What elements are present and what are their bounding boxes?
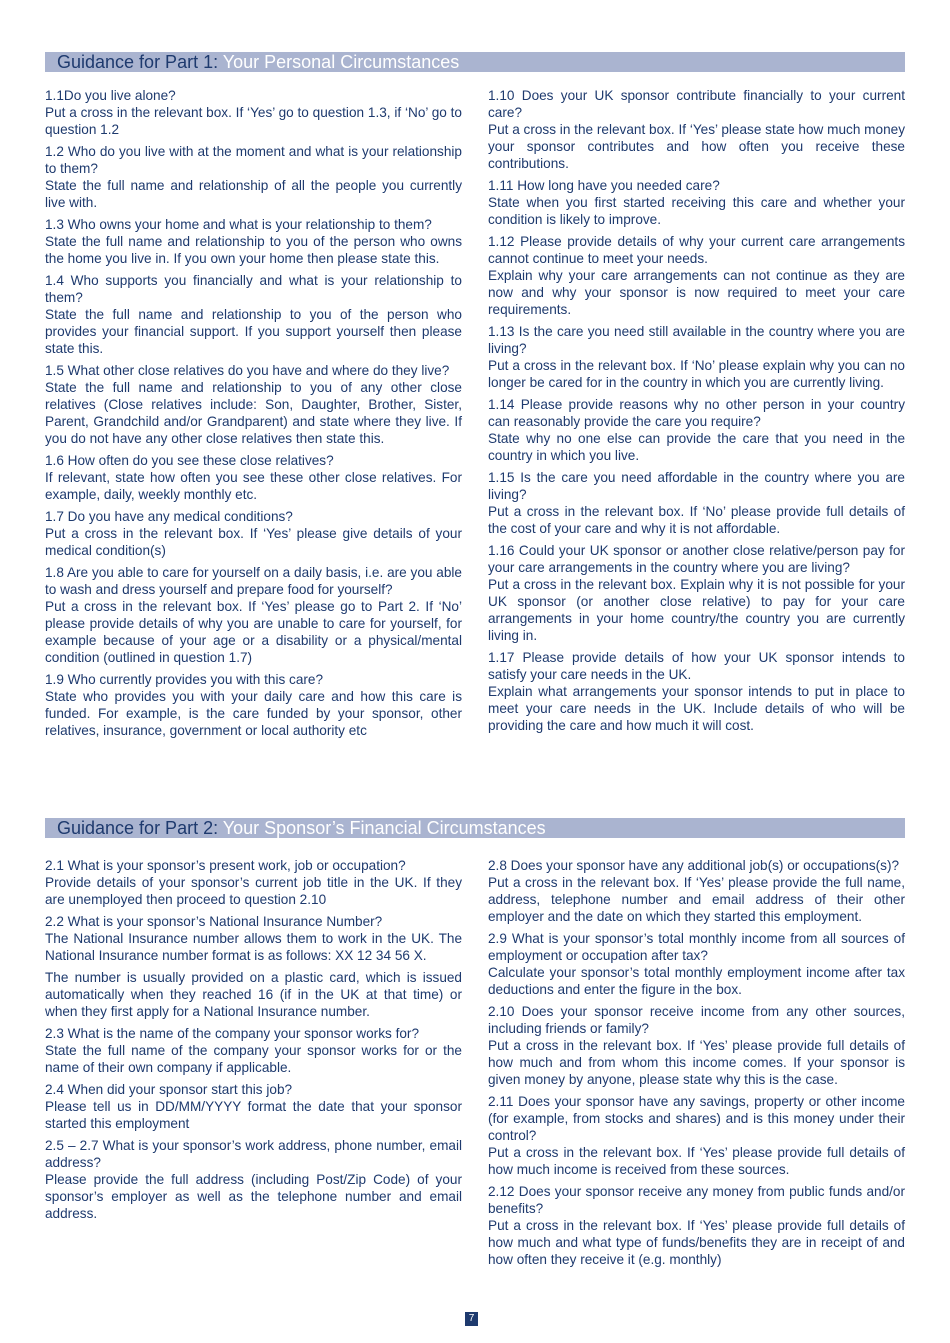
part1-right-column <box>488 87 905 739</box>
part2-title-rest: Your Sponsor’s Financial Circumstances <box>222 818 546 838</box>
question-text: 2.10 Does your sponsor receive income from any other sources, including friends or family? <box>488 1004 905 1036</box>
part1-title-rest: Your Personal Circumstances <box>222 52 460 72</box>
guidance-item <box>488 1093 905 1178</box>
guidance-item <box>45 1137 462 1222</box>
guidance-item <box>45 87 462 138</box>
guidance-text: Put a cross in the relevant box. If ‘Yes’ please give details of your medical condition(s) <box>45 526 462 558</box>
guidance-item <box>45 857 462 908</box>
question-text: 1.7 Do you have any medical conditions? <box>45 509 293 524</box>
guidance-item <box>488 649 905 734</box>
guidance-text: Put a cross in the relevant box. If ‘Yes’ please provide the full name, address, telephone number and email address of their other employer and the date on which they started this employment. <box>488 875 905 924</box>
guidance-text: Put a cross in the relevant box. If ‘Yes’ please provide full details of how much and what type of funds/benefits they are in receipt of and how often they receive it (e.g. monthly) <box>488 1218 905 1267</box>
guidance-item <box>488 469 905 537</box>
page-number: 7 <box>465 1312 478 1326</box>
guidance-text: Explain what arrangements your sponsor intends to put in place to meet your care needs in the UK. Include details of who will be providing the care and how much it will cost. <box>488 684 905 733</box>
part2-section-header <box>45 818 905 838</box>
guidance-item <box>45 969 462 1020</box>
guidance-text: Provide details of your sponsor’s current job title in the UK. If they are unemployed then proceed to question 2.10 <box>45 875 462 907</box>
question-text: 2.2 What is your sponsor’s National Insurance Number? <box>45 914 383 929</box>
question-text: 2.4 When did your sponsor start this job? <box>45 1082 293 1097</box>
question-text: 2.11 Does your sponsor have any savings, property or other income (for example, from stocks and shares) and is this money under their control? <box>488 1094 905 1143</box>
guidance-text: State the full name and relationship to you of any other close relatives (Close relatives include: Son, Daughter, Brother, Sister, Parent, Grandchild and/or Grandparent) and state where they live. If you do not have any other close relatives then state this. <box>45 380 462 446</box>
guidance-text: State who provides you with your daily care and how this care is funded. For example, is the care funded by your sponsor, other relatives, insurance, government or local authority etc <box>45 689 462 738</box>
question-text: 1.11 How long have you needed care? <box>488 178 720 193</box>
guidance-item <box>488 542 905 644</box>
question-text: 1.10 Does your UK sponsor contribute financially to your current care? <box>488 88 905 120</box>
guidance-text: Please provide the full address (including Post/Zip Code) of your sponsor’s employer as well as the telephone number and email address. <box>45 1172 462 1221</box>
guidance-text: The National Insurance number allows them to work in the UK. The National Insurance number format is as follows: XX 12 34 56 X. <box>45 931 462 963</box>
guidance-item <box>488 323 905 391</box>
guidance-text: Put a cross in the relevant box. If ‘No’ please provide full details of the cost of your care and why it is not affordable. <box>488 504 905 536</box>
guidance-item <box>45 362 462 447</box>
question-text: 1.12 Please provide details of why your current care arrangements cannot continue to meet your needs. <box>488 234 905 266</box>
guidance-text: If relevant, state how often you see these other close relatives. For example, daily, weekly monthly etc. <box>45 470 462 502</box>
guidance-text: State the full name and relationship to you of the person who provides your financial support. If you support yourself then please state this. <box>45 307 462 356</box>
guidance-text: State the full name of the company your sponsor works for or the name of their own company if applicable. <box>45 1043 462 1075</box>
part1-section-header <box>45 52 905 72</box>
question-text: 2.12 Does your sponsor receive any money from public funds and/or benefits? <box>488 1184 905 1216</box>
question-text: 1.9 Who currently provides you with this care? <box>45 672 324 687</box>
part2-left-column <box>45 857 462 1227</box>
part1-left-column <box>45 87 462 744</box>
question-text: 1.13 Is the care you need still available in the country where you are living? <box>488 324 905 356</box>
question-text: 1.8 Are you able to care for yourself on a daily basis, i.e. are you able to wash and dress yourself and prepare food for yourself? <box>45 565 462 597</box>
question-text: 2.5 – 2.7 What is your sponsor’s work address, phone number, email address? <box>45 1138 462 1170</box>
question-text: 1.3 Who owns your home and what is your relationship to them? <box>45 217 432 232</box>
question-text: 1.5 What other close relatives do you have and where do they live? <box>45 363 450 378</box>
guidance-text: Please tell us in DD/MM/YYYY format the date that your sponsor started this employment <box>45 1099 462 1131</box>
question-text: 1.1Do you live alone? <box>45 88 176 103</box>
guidance-text: State the full name and relationship of all the people you currently live with. <box>45 178 462 210</box>
guidance-item <box>45 143 462 211</box>
guidance-text: Explain why your care arrangements can not continue as they are now and why your sponsor is now required to meet your care requirements. <box>488 268 905 317</box>
guidance-item <box>488 1003 905 1088</box>
part1-title-lead: Guidance for Part 1: <box>57 52 219 72</box>
guidance-item <box>45 1081 462 1132</box>
part2-right-column <box>488 857 905 1273</box>
guidance-text: State why no one else can provide the care that you need in the country in which you live. <box>488 431 905 463</box>
question-text: 1.14 Please provide reasons why no other person in your country can reasonably provide the care you require? <box>488 397 905 429</box>
guidance-text: The number is usually provided on a plastic card, which is issued automatically when they reached 16 (if in the UK at that time) or when they first apply for a National Insurance number. <box>45 970 462 1019</box>
guidance-item <box>488 87 905 172</box>
guidance-item <box>488 1183 905 1268</box>
question-text: 1.4 Who supports you financially and what is your relationship to them? <box>45 273 462 305</box>
question-text: 1.16 Could your UK sponsor or another close relative/person pay for your care arrangements in the country where you are living? <box>488 543 905 575</box>
guidance-item <box>45 508 462 559</box>
guidance-text: Put a cross in the relevant box. If ‘Yes’ please go to Part 2. If ‘No’ please provide details of why you are unable to care for yourself, for example because of your age or a disability or a physical/mental condition (outlined in question 1.7) <box>45 599 462 665</box>
question-text: 2.1 What is your sponsor’s present work, job or occupation? <box>45 858 406 873</box>
guidance-item <box>45 272 462 357</box>
guidance-text: Calculate your sponsor’s total monthly employment income after tax deductions and enter the figure in the box. <box>488 965 905 997</box>
guidance-text: Put a cross in the relevant box. If ‘Yes’ please state how much money your sponsor contributes and how often you receive these contributions. <box>488 122 905 171</box>
part2-title-lead: Guidance for Part 2: <box>57 818 219 838</box>
guidance-item <box>488 177 905 228</box>
question-text: 2.3 What is the name of the company your sponsor works for? <box>45 1026 420 1041</box>
question-text: 1.17 Please provide details of how your UK sponsor intends to satisfy your care needs in the UK. <box>488 650 905 682</box>
guidance-item <box>488 233 905 318</box>
guidance-item <box>45 564 462 666</box>
guidance-item <box>45 452 462 503</box>
question-text: 1.2 Who do you live with at the moment and what is your relationship to them? <box>45 144 462 176</box>
guidance-text: Put a cross in the relevant box. If ‘Yes’ go to question 1.3, if ‘No’ go to question 1.2 <box>45 105 462 137</box>
guidance-item <box>45 216 462 267</box>
guidance-text: State the full name and relationship to you of the person who owns the home you live in. If you own your home then please state this. <box>45 234 462 266</box>
question-text: 2.9 What is your sponsor’s total monthly income from all sources of employment or occupation after tax? <box>488 931 905 963</box>
guidance-item <box>488 396 905 464</box>
guidance-item <box>488 930 905 998</box>
guidance-text: Put a cross in the relevant box. If ‘No’ please explain why you can no longer be cared for in the country in which you are currently living. <box>488 358 905 390</box>
guidance-item <box>45 671 462 739</box>
question-text: 1.15 Is the care you need affordable in the country where you are living? <box>488 470 905 502</box>
guidance-text: Put a cross in the relevant box. Explain why it is not possible for your UK sponsor (or another close relative) to pay for your care arrangements in your home country/the country you are currently living in. <box>488 577 905 643</box>
question-text: 2.8 Does your sponsor have any additional job(s) or occupations(s)? <box>488 858 900 873</box>
guidance-text: Put a cross in the relevant box. If ‘Yes’ please provide full details of how much income is received from these sources. <box>488 1145 905 1177</box>
guidance-item <box>488 857 905 925</box>
question-text: 1.6 How often do you see these close relatives? <box>45 453 334 468</box>
guidance-text: Put a cross in the relevant box. If ‘Yes’ please provide full details of how much and from whom this income comes. If your sponsor is given money by anyone, please state why this is the case. <box>488 1038 905 1087</box>
guidance-text: State when you first started receiving this care and whether your condition is likely to improve. <box>488 195 905 227</box>
guidance-item <box>45 913 462 964</box>
guidance-item <box>45 1025 462 1076</box>
